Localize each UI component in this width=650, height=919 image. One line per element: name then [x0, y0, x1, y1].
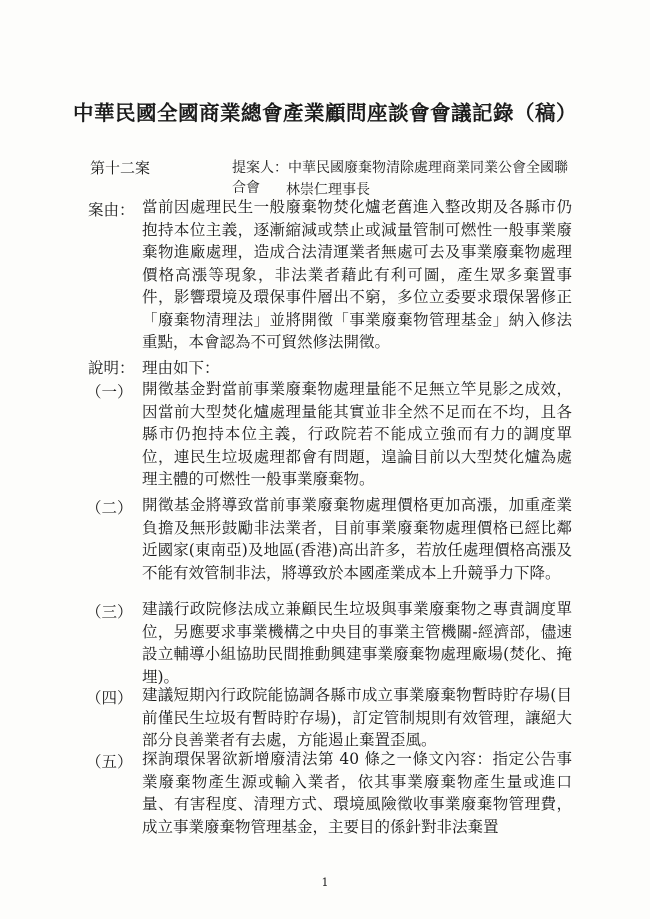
- proposer-line-1: 提案人：中華民國廢棄物清除處理商業同業公會全國聯合會: [232, 160, 568, 196]
- item-3-text: 建議行政院修法成立兼顧民生垃圾與事業廢棄物之專責調度單位，另應要求事業機構之中央目的事業主管機關-經濟部，儘速設立輔導小組協助民間推動興建事業廢棄物處理廠場(焚化、掩埋)。: [142, 600, 572, 686]
- proposer-line-2: 林崇仁理事長: [286, 182, 370, 198]
- reason-label: 案由：: [88, 201, 135, 219]
- item-2-text: 開徵基金將導致當前事業廢棄物處理價格更加高漲，加重產業負擔及無形鼓勵非法業者，目前事業廢棄物處理價格已經比鄰近國家(東南亞)及地區(香港)高出許多，若放任處理價格高漲及不能有效管制非法，將導致於本國產業成本上升競爭力下降。: [142, 496, 572, 582]
- explain-label: 說明：: [88, 359, 135, 377]
- reason-text: 當前因處理民生一般廢棄物焚化爐老舊進入整改期及各縣市仍抱持本位主義，逐漸縮減或禁止或減量管制可燃性一般事業廢棄物進廠處理，造成合法清運業者無處可去及事業廢棄物處理價格高漲等現象，非法業者藉此有利可圖，產生眾多棄置事件，影響環境及環保事件層出不窮，多位立委要求環保署修正「廢棄物清理法」並將開徵「事業廢棄物管理基金」納入修法重點，本會認為不可貿然修法開徵。: [142, 198, 572, 351]
- case-number: 第十二案: [90, 159, 151, 177]
- item-4-text: 建議短期內行政院能協調各縣市成立事業廢棄物暫時貯存場(目前僅民生垃圾有暫時貯存場)，訂定管制規則有效管理，讓絕大部分良善業者有去處，方能遏止棄置歪風。: [142, 686, 572, 749]
- item-1-text: 開徵基金對當前事業廢棄物處理量能不足無立竿見影之成效，因當前大型焚化爐處理量能其實並非全然不足而在不均，且各縣市仍抱持本位主義，行政院若不能成立強而有力的調度單位，連民生垃圾處理都會有問題，遑論目前以大型焚化爐為處理主體的可燃性一般事業廢棄物。: [142, 380, 572, 488]
- item-3-number: （三）: [86, 603, 133, 621]
- item-5-number: （五）: [86, 753, 133, 771]
- item-2-number: （二）: [86, 499, 133, 517]
- item-4-number: （四）: [86, 689, 133, 707]
- explain-intro: 理由如下：: [142, 359, 220, 377]
- item-1-number: （一）: [86, 383, 133, 401]
- item-5-text: 探詢環保署欲新增廢清法第 40 條之一條文內容：指定公告事業廢棄物產生源或輸入業者，依其事業廢棄物產生量或進口量、有害程度、清理方式、環境風險徵收事業廢棄物管理費，成立事業廢棄物管理基金，主要目的係針對非法棄置: [142, 750, 572, 836]
- page-number: 1: [321, 876, 329, 889]
- document-title: 中華民國全國商業總會產業顧問座談會會議記錄（稿）: [73, 101, 577, 125]
